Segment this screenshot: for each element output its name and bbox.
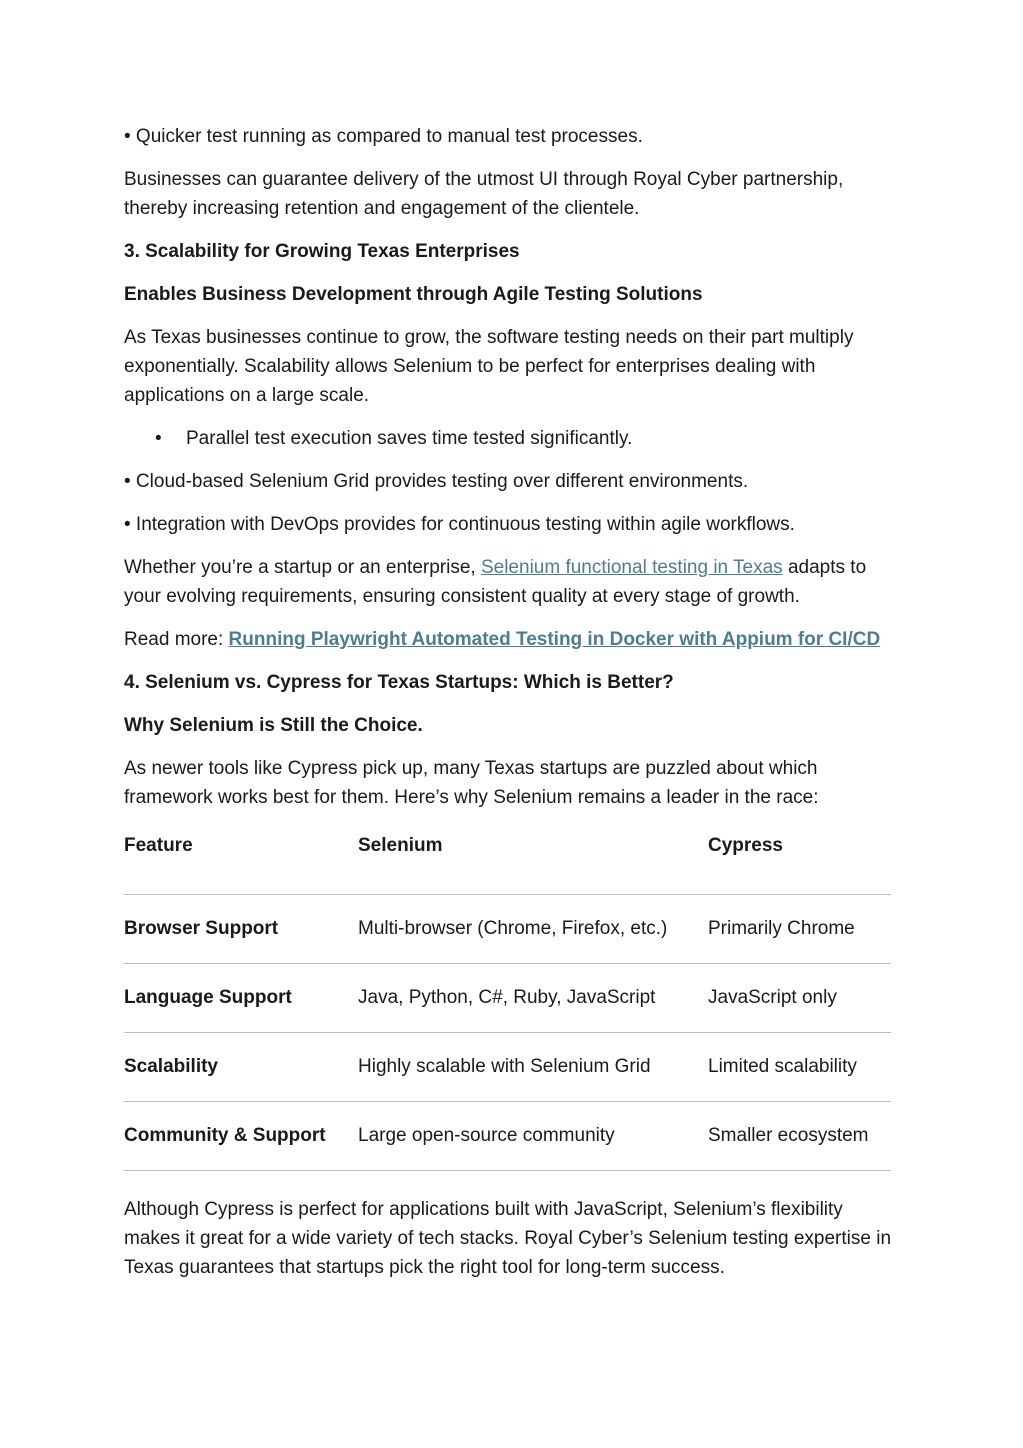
table-header-row [124,834,891,895]
table-cell-feature: Scalability [124,1056,218,1077]
document-page [124,122,899,1296]
section4-paragraph: As newer tools like Cypress pick up, many Texas startups are puzzled about which framework works best for them. Here’s why Selenium remains a leader in the race: [124,758,819,808]
table-cell-cypress: Limited scalability [708,1056,857,1077]
table-row [124,964,891,1033]
table-cell-cypress: Primarily Chrome [708,918,855,939]
section3-bullet-devops: • Integration with DevOps provides for continuous testing within agile workflows. [124,514,795,535]
section3-heading: 3. Scalability for Growing Texas Enterprises [124,241,520,262]
section3-subheading: Enables Business Development through Agile Testing Solutions [124,284,703,305]
section3-list-item [124,424,899,453]
intro-bullet: • Quicker test running as compared to manual test processes. [124,126,643,147]
closing-text-before-link: Whether you’re a startup or an enterprise, [124,557,481,578]
table-cell-cypress: JavaScript only [708,987,837,1008]
table-cell-feature: Language Support [124,987,292,1008]
read-more-line [124,625,899,654]
intro-paragraph: Businesses can guarantee delivery of the utmost UI through Royal Cyber partnership, thereby increasing retention and engagement of the clientele. [124,169,844,219]
comparison-table [124,834,891,1171]
table-cell-selenium: Java, Python, C#, Ruby, JavaScript [358,987,656,1008]
table-header-selenium: Selenium [358,835,443,856]
section4-heading: 4. Selenium vs. Cypress for Texas Startups: Which is Better? [124,672,674,693]
table-cell-selenium: Multi-browser (Chrome, Firefox, etc.) [358,918,668,939]
table-cell-cypress: Smaller ecosystem [708,1125,869,1146]
selenium-functional-testing-link[interactable]: Selenium functional testing in Texas [480,557,783,578]
list-item-text: Parallel test execution saves time tested significantly. [186,428,633,449]
section3-paragraph: As Texas businesses continue to grow, the software testing needs on their part multiply exponentially. Scalability allows Selenium to be perfect for enterprises dealing with applications on a large scale. [124,327,854,406]
table-row [124,895,891,964]
table-header-feature: Feature [124,835,193,856]
table-row [124,1033,891,1102]
table-cell-feature: Browser Support [124,918,279,939]
table-row [124,1102,891,1171]
table-cell-feature: Community & Support [124,1125,326,1146]
section4-conclusion: Although Cypress is perfect for applications built with JavaScript, Selenium’s flexibility makes it great for a wide variety of tech stacks. Royal Cyber’s Selenium testing expertise in Texas guarantees that startups pick the right tool for long-term success. [124,1199,892,1278]
closing-text-after-link: adapts to your evolving requirements, ensuring consistent quality at every stage of growth. [124,557,867,607]
bullet-icon: • [155,428,162,449]
section4-subheading: Why Selenium is Still the Choice. [124,715,423,736]
read-more-label: Read more: [124,629,229,650]
table-header-cypress: Cypress [708,835,783,856]
section3-bullet-grid: • Cloud-based Selenium Grid provides testing over different environments. [124,471,749,492]
table-cell-selenium: Large open-source community [358,1125,615,1146]
read-more-link[interactable]: Running Playwright Automated Testing in Docker with Appium for CI/CD [228,629,881,650]
table-cell-selenium: Highly scalable with Selenium Grid [358,1056,651,1077]
section3-closing-paragraph [124,553,899,611]
